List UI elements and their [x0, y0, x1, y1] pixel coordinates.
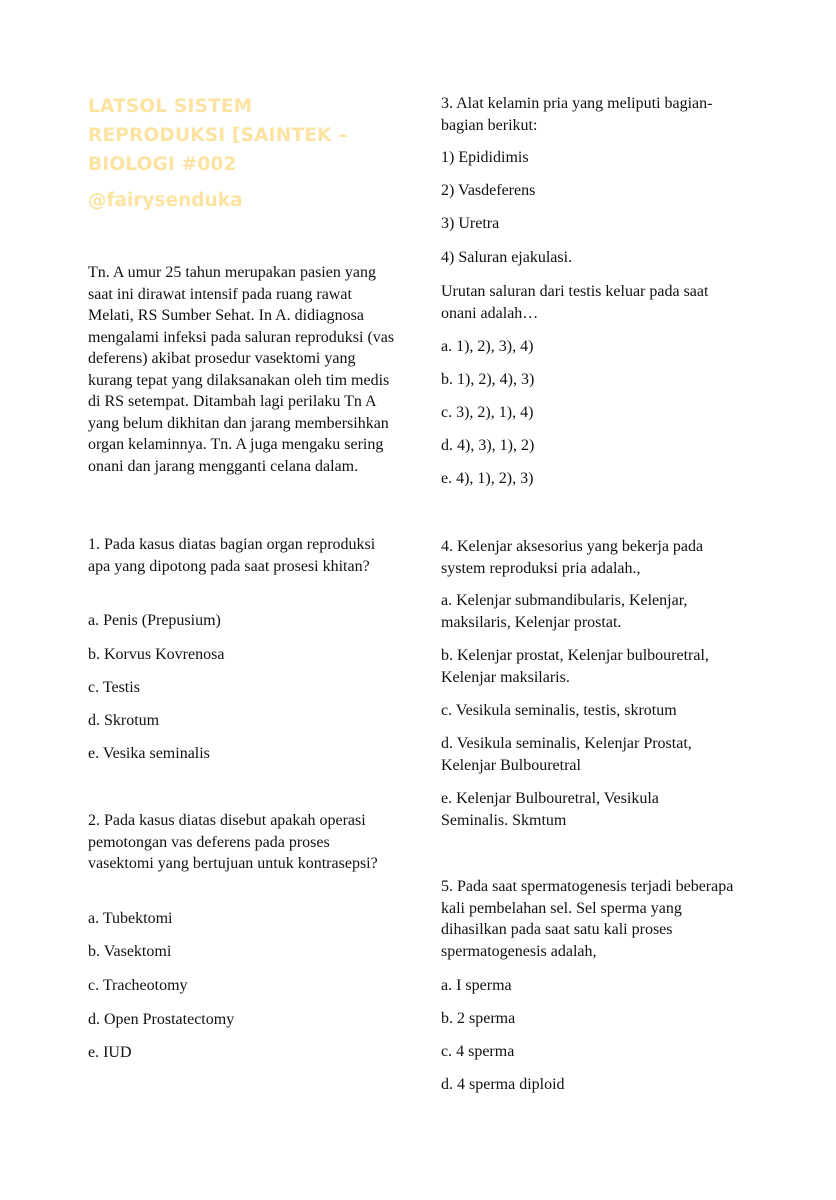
- document-title: LATSOL SISTEM REPRODUKSI [SAINTEK – BIOLOGI #002: [88, 96, 348, 175]
- q5-option-a: a. I sperma: [441, 977, 512, 994]
- q4-option-a: a. Kelenjar submandibularis, Kelenjar, maksilaris, Kelenjar prostat.: [441, 592, 688, 631]
- q3-item-2: 2) Vasdeferens: [441, 182, 536, 199]
- q1-option-e: e. Vesika seminalis: [88, 745, 210, 762]
- question-5: 5. Pada saat spermatogenesis terjadi beberapa kali pembelahan sel. Sel sperma yang dihasilkan pada saat satu kali proses spermatogenesis adalah,: [441, 878, 734, 960]
- q1-option-b: b. Korvus Kovrenosa: [88, 646, 225, 663]
- q5-option-b: b. 2 sperma: [441, 1010, 516, 1027]
- question-1: 1. Pada kasus diatas bagian organ reproduksi apa yang dipotong pada saat prosesi khitan?: [88, 536, 376, 575]
- author-handle: @fairysenduka: [88, 190, 243, 211]
- q4-option-e: e. Kelenjar Bulbouretral, Vesikula Seminalis. Skmtum: [441, 790, 659, 829]
- q1-option-a: a. Penis (Prepusium): [88, 612, 221, 629]
- q3-item-3: 3) Uretra: [441, 215, 500, 232]
- q2-option-b: b. Vasektomi: [88, 943, 172, 960]
- q3-option-e: e. 4), 1), 2), 3): [441, 470, 534, 487]
- q5-option-c: c. 4 sperma: [441, 1043, 515, 1060]
- q1-option-d: d. Skrotum: [88, 712, 160, 729]
- q5-option-d: d. 4 sperma diploid: [441, 1076, 565, 1093]
- q3-item-4: 4) Saluran ejakulasi.: [441, 249, 573, 266]
- q3-item-1: 1) Epididimis: [441, 149, 529, 166]
- q2-option-d: d. Open Prostatectomy: [88, 1011, 235, 1028]
- q3-option-d: d. 4), 3), 1), 2): [441, 437, 535, 454]
- q2-option-c: c. Tracheotomy: [88, 977, 188, 994]
- q2-option-a: a. Tubektomi: [88, 910, 173, 927]
- q4-option-d: d. Vesikula seminalis, Kelenjar Prostat, Kelenjar Bulbouretral: [441, 735, 692, 774]
- q3-prompt: Urutan saluran dari testis keluar pada saat onani adalah…: [441, 283, 709, 322]
- case-text: Tn. A umur 25 tahun merupakan pasien yang saat ini dirawat intensif pada ruang rawat Melati, RS Sumber Sehat. In A. didiagnosa mengalami infeksi pada saluran reproduksi (vas deferens) akibat prosedur vasektomi yang kurang tepat yang dilaksanakan oleh tim medis di RS setempat. Ditambah lagi perilaku Tn A yang belum dikhitan dan jarang membersihkan organ kelaminnya. Tn. A juga mengaku sering onani dan jarang mengganti celana dalam.: [88, 264, 395, 475]
- question-2: 2. Pada kasus diatas disebut apakah operasi pemotongan vas deferens pada proses vasektomi yang bertujuan untuk kontrasepsi?: [88, 812, 378, 872]
- q3-option-a: a. 1), 2), 3), 4): [441, 338, 534, 355]
- q3-option-b: b. 1), 2), 4), 3): [441, 371, 535, 388]
- q4-option-b: b. Kelenjar prostat, Kelenjar bulbouretral, Kelenjar maksilaris.: [441, 647, 709, 686]
- question-3: 3. Alat kelamin pria yang meliputi bagian-bagian berikut:: [441, 95, 713, 134]
- q3-option-c: c. 3), 2), 1), 4): [441, 404, 534, 421]
- q2-option-e: e. IUD: [88, 1044, 132, 1061]
- q4-option-c: c. Vesikula seminalis, testis, skrotum: [441, 702, 677, 719]
- question-4: 4. Kelenjar aksesorius yang bekerja pada system reproduksi pria adalah.,: [441, 538, 704, 577]
- q1-option-c: c. Testis: [88, 679, 140, 696]
